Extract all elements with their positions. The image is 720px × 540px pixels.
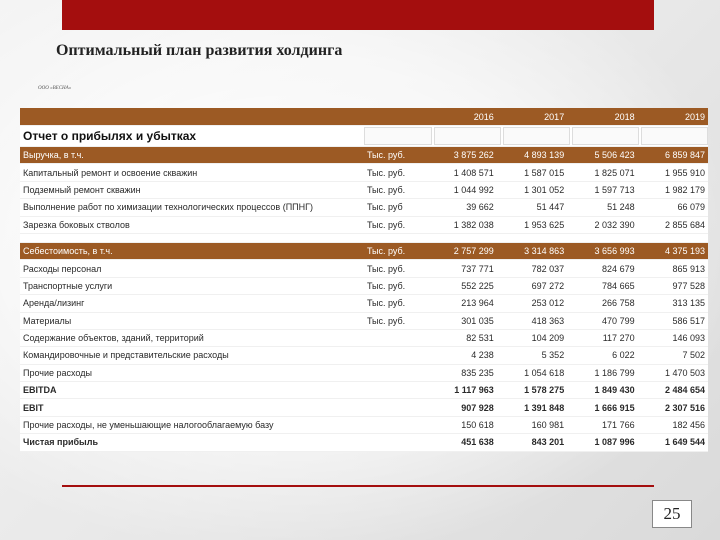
value-2019: 313 135 xyxy=(672,298,705,309)
value-2017: 4 893 139 xyxy=(524,150,565,161)
row-label: Командировочные и представительские расходы xyxy=(23,350,229,361)
value-2018: 1 666 915 xyxy=(594,402,635,413)
value-2019: 1 470 503 xyxy=(664,367,705,378)
value-2018: 3 656 993 xyxy=(594,246,635,257)
row-unit: Тыс. руб. xyxy=(366,246,406,257)
value-2016: 1 408 571 xyxy=(453,167,494,178)
table-row xyxy=(20,365,708,382)
value-2017: 1 587 015 xyxy=(524,167,565,178)
empty-cell xyxy=(434,127,501,145)
cost-header-row xyxy=(20,243,708,260)
row-label: Зарезка боковых стволов xyxy=(23,219,130,230)
value-2018: 1 087 996 xyxy=(594,437,635,448)
value-2016: 552 225 xyxy=(461,280,494,291)
value-2017: 5 352 xyxy=(541,350,565,361)
empty-cell xyxy=(503,127,570,145)
value-2016: 1 382 038 xyxy=(453,219,494,230)
row-label: EBIT xyxy=(23,402,44,413)
value-2017: 418 363 xyxy=(531,315,565,326)
value-2018: 51 248 xyxy=(607,202,635,213)
row-label: Выполнение работ по химизации технологических процессов (ППНГ) xyxy=(23,202,314,213)
value-2019: 66 079 xyxy=(677,202,705,213)
row-label: Выручка, в т.ч. xyxy=(23,150,84,161)
value-2017: 3 314 863 xyxy=(524,246,565,257)
value-2017: 104 209 xyxy=(531,333,565,344)
value-2019: 2 307 516 xyxy=(664,402,705,413)
value-2016: 3 875 262 xyxy=(453,150,494,161)
value-2017: 51 447 xyxy=(536,202,565,213)
row-label: Материалы xyxy=(23,315,72,326)
value-2017: 1 391 848 xyxy=(524,402,565,413)
revenue-header-row xyxy=(20,147,708,164)
value-2016: 1 117 963 xyxy=(454,385,494,396)
year-2018: 2018 xyxy=(614,111,635,122)
value-2019: 4 375 193 xyxy=(664,246,705,257)
row-unit: Тыс. руб. xyxy=(366,167,406,178)
row-label: Транспортные услуги xyxy=(23,280,113,291)
table-row xyxy=(20,399,708,416)
value-2018: 117 270 xyxy=(602,333,635,344)
value-2017: 160 981 xyxy=(531,420,565,431)
section-title: Отчет о прибылях и убытках xyxy=(23,129,197,143)
value-2018: 1 186 799 xyxy=(594,367,635,378)
row-label: Чистая прибыль xyxy=(23,437,98,448)
table-row xyxy=(20,382,708,399)
value-2016: 835 235 xyxy=(461,367,494,378)
cost-rows xyxy=(20,260,708,451)
value-2016: 451 638 xyxy=(461,437,494,448)
value-2018: 5 506 423 xyxy=(594,150,635,161)
row-unit: Тыс. руб. xyxy=(366,280,406,291)
value-2016: 737 771 xyxy=(461,263,494,274)
row-unit: Тыс. руб. xyxy=(366,263,406,274)
value-2016: 907 928 xyxy=(461,402,494,413)
value-2019: 2 484 654 xyxy=(664,385,705,396)
table-row xyxy=(20,330,708,347)
row-unit: Тыс. руб xyxy=(366,202,403,213)
row-unit: Тыс. руб. xyxy=(366,184,406,195)
value-2018: 470 799 xyxy=(602,315,635,326)
row-unit: Тыс. руб. xyxy=(366,298,406,309)
value-2019: 1 955 910 xyxy=(664,167,705,178)
value-2019: 865 913 xyxy=(672,263,705,274)
year-2016: 2016 xyxy=(473,111,494,122)
value-2016: 82 531 xyxy=(466,333,494,344)
value-2019: 1 649 544 xyxy=(664,437,705,448)
value-2018: 784 665 xyxy=(602,280,635,291)
value-2018: 2 032 390 xyxy=(594,219,635,230)
value-2018: 6 022 xyxy=(612,350,635,361)
company-subtitle: ООО «ВЕСНА» xyxy=(38,86,72,91)
year-2019: 2019 xyxy=(684,111,705,122)
value-2016: 39 662 xyxy=(466,202,494,213)
table-row xyxy=(20,164,708,181)
value-2017: 843 201 xyxy=(531,437,565,448)
value-2019: 2 855 684 xyxy=(664,219,705,230)
value-2018: 1 849 430 xyxy=(594,385,635,396)
value-2016: 301 035 xyxy=(461,315,494,326)
bottom-divider xyxy=(62,485,654,487)
revenue-rows xyxy=(20,164,708,234)
table-row xyxy=(20,417,708,434)
value-2016: 1 044 992 xyxy=(453,184,494,195)
value-2018: 266 758 xyxy=(602,298,635,309)
value-2017: 782 037 xyxy=(531,263,565,274)
value-2017: 1 578 275 xyxy=(524,385,565,396)
years-header-row xyxy=(20,108,708,126)
section-title-row xyxy=(20,126,708,147)
row-label: Содержание объектов, зданий, территорий xyxy=(23,333,204,344)
value-2019: 7 502 xyxy=(682,350,705,361)
row-label: Прочие расходы xyxy=(23,367,92,378)
year-2017: 2017 xyxy=(544,111,565,122)
value-2017: 1 301 052 xyxy=(524,184,565,195)
table-row xyxy=(20,313,708,330)
value-2018: 1 825 071 xyxy=(594,167,635,178)
empty-cell xyxy=(572,127,639,145)
row-label: Аренда/лизинг xyxy=(23,298,85,309)
row-label: Расходы персонал xyxy=(23,263,102,274)
value-2018: 1 597 713 xyxy=(594,184,635,195)
row-label: Подземный ремонт скважин xyxy=(23,184,141,195)
value-2018: 824 679 xyxy=(602,263,635,274)
row-unit: Тыс. руб. xyxy=(366,150,406,161)
value-2017: 253 012 xyxy=(531,298,565,309)
row-label: Прочие расходы, не уменьшающие налогооблагаемую базу xyxy=(23,420,274,431)
table-row xyxy=(20,260,708,277)
top-accent-bar xyxy=(62,0,654,30)
value-2016: 150 618 xyxy=(461,420,494,431)
table-row xyxy=(20,199,708,216)
value-2019: 182 456 xyxy=(672,420,705,431)
table-row xyxy=(20,278,708,295)
value-2019: 1 982 179 xyxy=(664,184,705,195)
value-2016: 2 757 299 xyxy=(453,246,494,257)
row-unit: Тыс. руб. xyxy=(366,315,406,326)
table-row xyxy=(20,347,708,364)
value-2017: 1 054 618 xyxy=(524,367,565,378)
financial-table xyxy=(20,108,708,452)
value-2017: 697 272 xyxy=(531,280,565,291)
value-2016: 213 964 xyxy=(461,298,494,309)
value-2019: 586 517 xyxy=(672,315,705,326)
row-unit: Тыс. руб. xyxy=(366,219,406,230)
value-2018: 171 766 xyxy=(602,420,635,431)
row-label: Себестоимость, в т.ч. xyxy=(23,246,113,257)
empty-cell xyxy=(641,127,708,145)
table-row xyxy=(20,295,708,312)
table-row xyxy=(20,217,708,234)
value-2019: 977 528 xyxy=(672,280,705,291)
row-label: EBITDA xyxy=(23,385,57,396)
table-row xyxy=(20,434,708,451)
table-row xyxy=(20,182,708,199)
spacer-row xyxy=(20,234,708,243)
value-2019: 6 859 847 xyxy=(664,150,705,161)
slide-title: Оптимальный план развития холдинга xyxy=(56,42,343,59)
value-2017: 1 953 625 xyxy=(524,219,565,230)
value-2016: 4 238 xyxy=(471,350,494,361)
page-number: 25 xyxy=(652,500,692,528)
row-label: Капитальный ремонт и освоение скважин xyxy=(23,167,198,178)
empty-cell xyxy=(364,127,431,145)
value-2019: 146 093 xyxy=(672,333,705,344)
